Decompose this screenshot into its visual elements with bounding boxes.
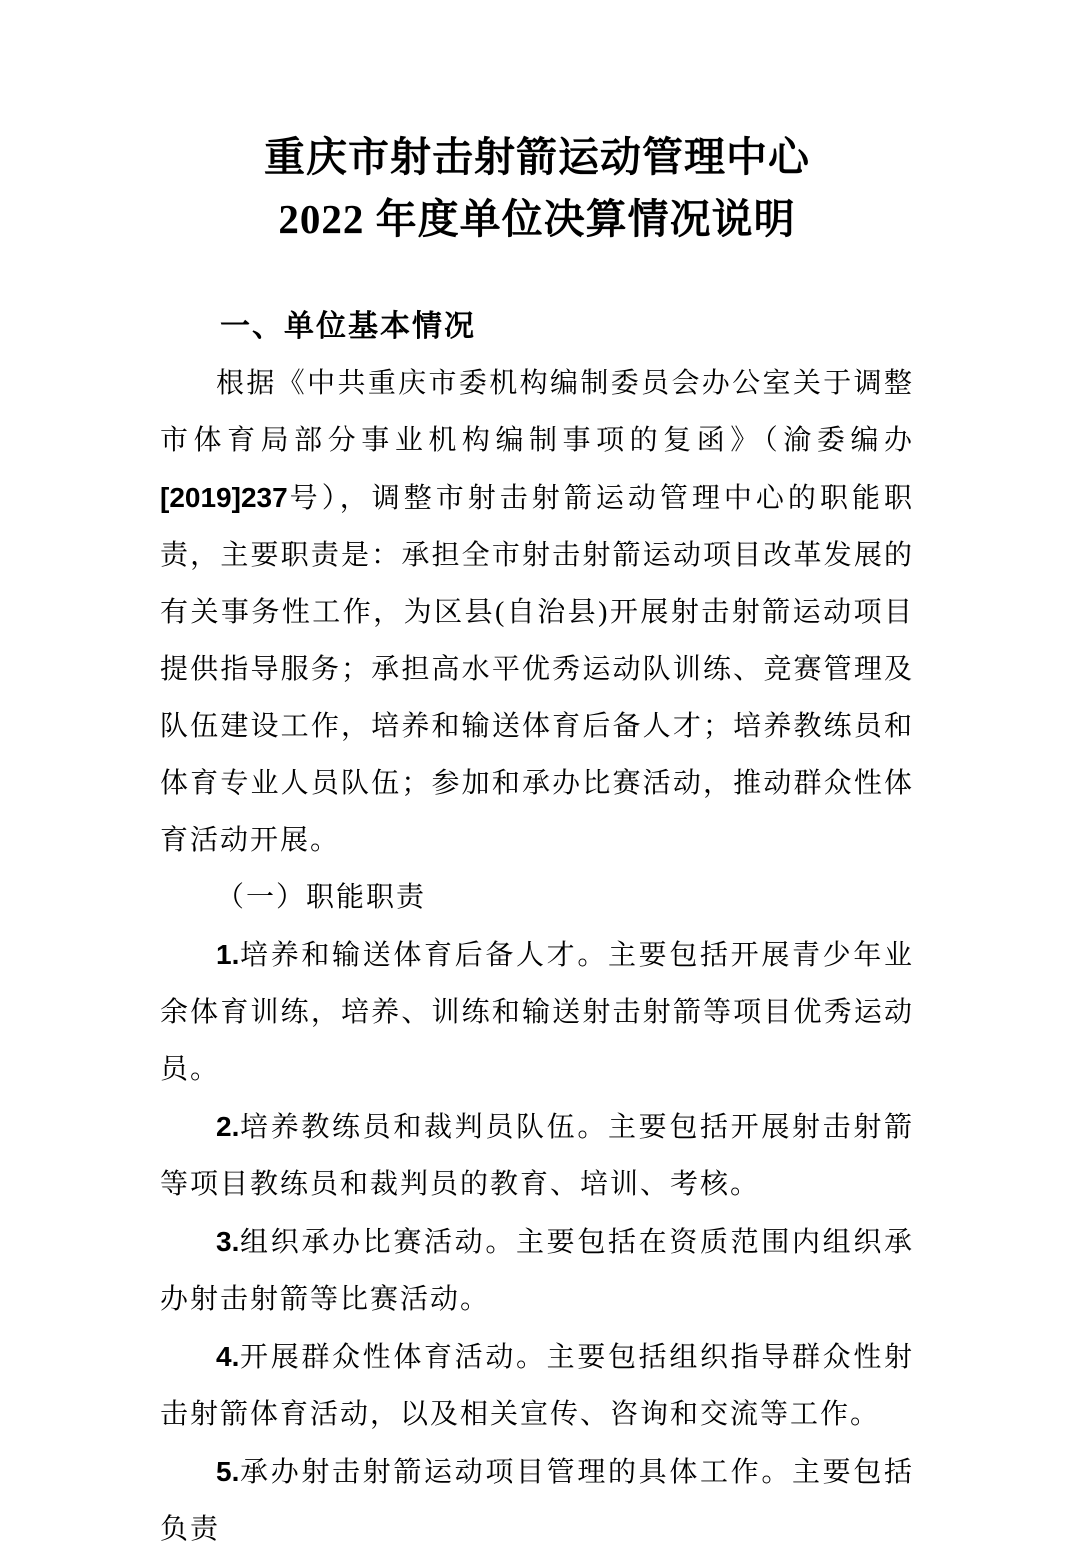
cjk-text-run: 培养和输送体育后备人才。主要包括开展青少年业余体育训练，培养、训练和输送射击射箭等项目优秀运动员。 xyxy=(160,940,914,1085)
cjk-text-run: 承办射击射箭运动项目管理的具体工作。主要包括负责 xyxy=(160,1457,914,1545)
sub-section-heading xyxy=(160,869,914,926)
cjk-text-run: 号），调整市射击射箭运动管理中心的职能职责，主要职责是：承担全市射击射箭运动项目改革发展的有关事务性工作，为区县(自治县)开展射击射箭运动项目提供指导服务；承担高水平优秀运动队训练、竞赛管理及队伍建设工作，培养和输送体育后备人才；培养教练员和体育专业人员队伍；参加和承办比赛活动，推动群众性体育活动开展。 xyxy=(160,483,914,856)
paragraph xyxy=(160,1098,914,1213)
paragraph xyxy=(160,926,914,1098)
document-title-line2: 2022 年度单位决算情况说明 xyxy=(278,196,796,242)
latin-text-run: 4. xyxy=(216,1341,240,1372)
paragraph xyxy=(160,1213,914,1328)
latin-text-run: [2019]237 xyxy=(160,482,288,513)
paragraph xyxy=(160,1443,914,1558)
cjk-text-run: 根据《中共重庆市委机构编制委员会办公室关于调整市体育局部分事业机构编制事项的复函》（渝委编办 xyxy=(160,368,914,456)
paragraph xyxy=(160,1328,914,1443)
document-body xyxy=(160,355,914,1558)
latin-text-run: 2. xyxy=(216,1111,240,1142)
paragraph xyxy=(160,355,914,869)
latin-text-run: 3. xyxy=(216,1226,240,1257)
document-title xyxy=(160,126,914,250)
section-heading: 一、单位基本情况 xyxy=(220,310,476,343)
cjk-text-run: （一）职能职责 xyxy=(216,882,427,913)
latin-text-run: 1. xyxy=(216,939,240,970)
cjk-text-run: 开展群众性体育活动。主要包括组织指导群众性射击射箭体育活动，以及相关宣传、咨询和交流等工作。 xyxy=(160,1342,914,1430)
cjk-text-run: 组织承办比赛活动。主要包括在资质范围内组织承办射击射箭等比赛活动。 xyxy=(160,1227,914,1315)
document-title-line1: 重庆市射击射箭运动管理中心 xyxy=(264,134,810,180)
cjk-text-run: 培养教练员和裁判员队伍。主要包括开展射击射箭等项目教练员和裁判员的教育、培训、考核。 xyxy=(160,1112,914,1200)
latin-text-run: 5. xyxy=(216,1456,240,1487)
